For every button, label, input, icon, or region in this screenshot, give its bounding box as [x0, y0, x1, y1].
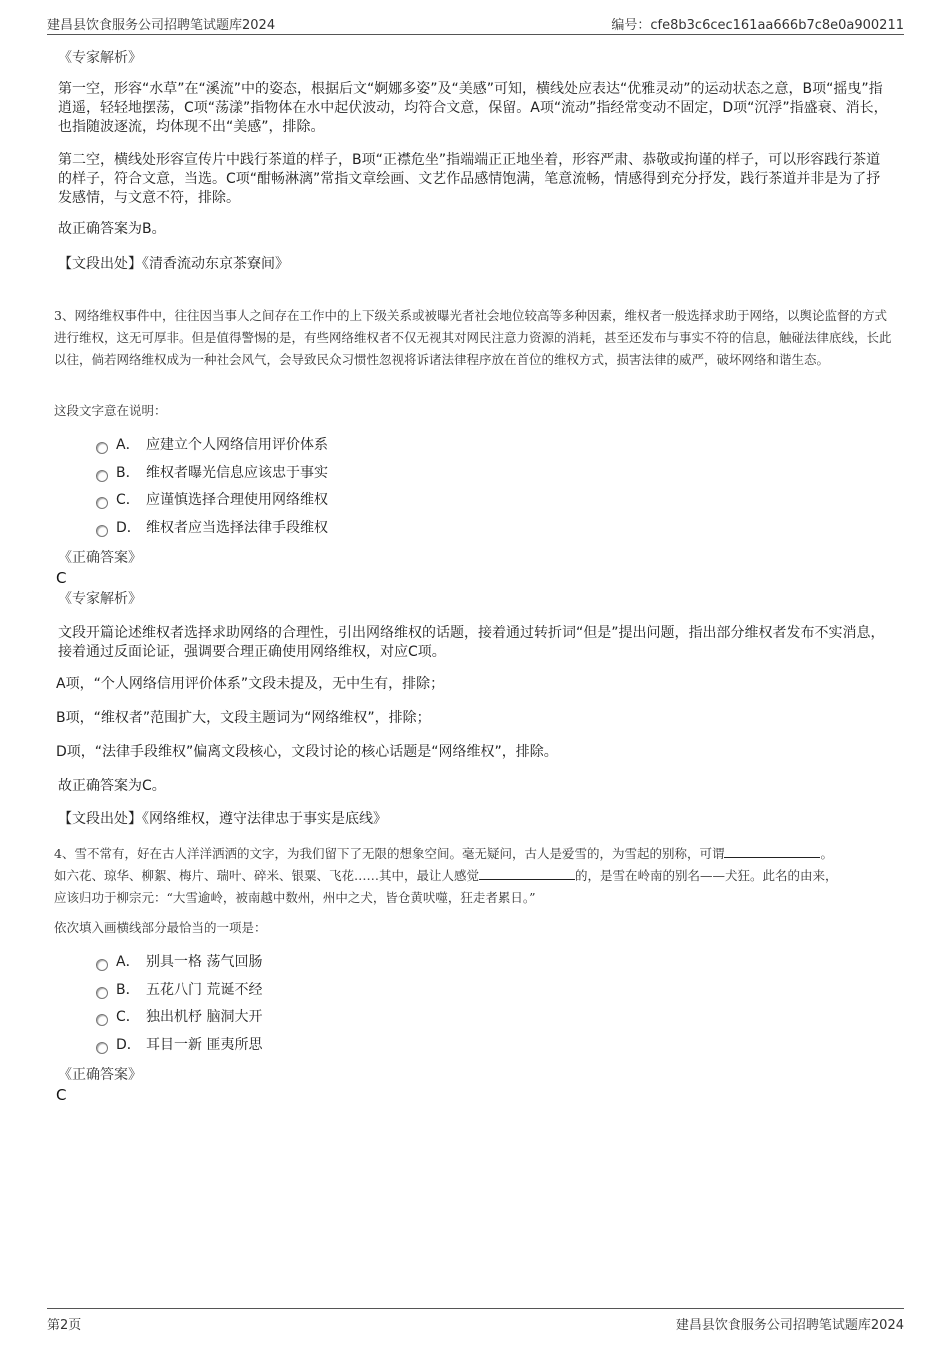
option-letter: B． [116, 981, 140, 998]
q3-option-b[interactable] [54, 463, 554, 491]
q4-option-b[interactable] [54, 980, 554, 1008]
q3-analysis-b: B项，“维权者”范围扩大，文段主题词为“网络维权”，排除； [56, 710, 431, 726]
option-letter: C． [116, 1009, 140, 1025]
page-header [47, 12, 904, 35]
option-text: 维权者应当选择法律手段维权 [146, 519, 328, 536]
option-letter: B． [116, 464, 140, 481]
header-title: 建昌县饮食服务公司招聘笔试题库2024 [47, 18, 276, 33]
option-text: 别具一格 荡气回肠 [146, 954, 263, 970]
q3-analysis-a: A项，“个人网络信用评价体系”文段未提及，无中生有，排除； [56, 676, 445, 692]
q2-analysis-p1: 第一空，形容“水草”在“溪流”中的姿态，根据后文“婀娜多姿”及“美感”可知，横线处应表达“优雅灵动”的运动状态之意，B项“摇曳”指逍遥，轻轻地摆荡，C项“荡漾”指物体在水中起伏波动，均符合文意，保留。A项“流动”指经常变动不固定，D项“沉浮”指盛衰、消长，也指随波逐流，均体现不出“美感”，排除。 [58, 81, 888, 135]
q3-conclusion: 故正确答案为C。 [58, 778, 166, 794]
q4-line-2 [54, 865, 894, 887]
radio-icon[interactable] [96, 987, 108, 999]
q3-option-c[interactable] [54, 490, 554, 518]
q4-answer-label: 《正确答案》 [58, 1067, 142, 1083]
header-code: 编号：cfe8b3c6cec161aa666b7c8e0a900211 [611, 18, 904, 33]
q4-option-c[interactable] [54, 1007, 554, 1035]
q4-line-2-a: 如六花、琼华、柳絮、梅片、瑞叶、碎米、银粟、飞花……其中，最让人感觉 [54, 868, 480, 883]
q3-question-text: 3、网络维权事件中，往往因当事人之间存在工作中的上下级关系或被曝光者社会地位较高等多种因素，维权者一般选择求助于网络，以舆论监督的方式进行维权，这无可厚非。但是值得警惕的是，有些网络维权者不仅无视其对网民注意力资源的消耗，甚至还发布与事实不符的信息，触碰法律底线，长此以往，倘若网络维权成为一种社会风气，会导致民众习惯性忽视将诉诸法律程序放在首位的维权方式，损害法律的威严，破坏网络和谐生态。 [54, 308, 892, 367]
q2-conclusion: 故正确答案为B。 [58, 221, 166, 237]
option-letter: A． [116, 437, 140, 453]
q2-analysis-label: 《专家解析》 [58, 50, 142, 66]
q4-prompt: 依次填入画横线部分最恰当的一项是： [54, 920, 267, 935]
q2-analysis-p2: 第二空，横线处形容宣传片中践行茶道的样子，B项“正襟危坐”指端端正正地坐着，形容严肃、恭敬或拘谨的样子，可以形容践行茶道的样子，符合文意，当选。C项“酣畅淋漓”常指文章绘画、文艺作品感情饱满，笔意流畅，情感得到充分抒发，践行茶道并非是为了抒发感情，与文意不符，排除。 [58, 152, 881, 206]
q4-line-2-b: 的，是雪在岭南的别名——犬狂。此名的由来， [575, 868, 838, 883]
q4-line-1-a: 4、雪不常有，好在古人洋洋洒洒的文字，为我们留下了无限的想象空间。毫无疑问，古人是爱雪的，为雪起的别称，可谓 [54, 846, 725, 861]
q4-option-a[interactable] [54, 952, 554, 980]
q4-question-text [54, 843, 894, 909]
q3-analysis-label: 《专家解析》 [58, 591, 142, 607]
option-text: 维权者曝光信息应该忠于事实 [146, 464, 328, 481]
option-text: 五花八门 荒诞不经 [146, 981, 263, 998]
q4-line-1 [54, 843, 894, 865]
q4-line-1-b: 。 [820, 846, 833, 861]
q4-options [54, 952, 554, 1062]
radio-icon[interactable] [96, 442, 108, 454]
q3-option-a[interactable] [54, 435, 554, 463]
page-footer [47, 1308, 904, 1331]
q3-answer-label: 《正确答案》 [58, 550, 142, 566]
option-letter: D． [116, 519, 141, 536]
option-letter: A． [116, 954, 140, 970]
q3-analysis-d: D项，“法律手段维权”偏离文段核心，文段讨论的核心话题是“网络维权”，排除。 [56, 744, 558, 760]
q3-option-d[interactable] [54, 518, 554, 546]
radio-icon[interactable] [96, 470, 108, 482]
option-text: 应谨慎选择合理使用网络维权 [146, 492, 328, 508]
footer-page-number: 第2页 [47, 1318, 82, 1333]
q4-option-d[interactable] [54, 1035, 554, 1063]
q4-answer: C [56, 1086, 67, 1104]
option-text: 独出机杼 脑洞大开 [146, 1009, 263, 1025]
radio-icon[interactable] [96, 525, 108, 537]
q3-analysis-p1: 文段开篇论述维权者选择求助网络的合理性，引出网络维权的话题，接着通过转折词“但是”提出问题，指出部分维权者发布不实消息，接着通过反面论证，强调要合理正确使用网络维权，对应C项。 [58, 625, 885, 660]
fill-blank-1 [724, 845, 820, 858]
footer-title: 建昌县饮食服务公司招聘笔试题库2024 [675, 1318, 904, 1333]
q3-prompt: 这段文字意在说明： [54, 403, 167, 418]
q3-source: 【文段出处】《网络维权，遵守法律忠于事实是底线》 [58, 811, 387, 827]
option-text: 耳目一新 匪夷所思 [146, 1036, 263, 1053]
radio-icon[interactable] [96, 959, 108, 971]
radio-icon[interactable] [96, 497, 108, 509]
radio-icon[interactable] [96, 1014, 108, 1026]
q4-line-3: 应该归功于柳宗元：“大雪逾岭，被南越中数州，州中之犬，皆仓黄吠噬，狂走者累日。” [54, 890, 536, 905]
radio-icon[interactable] [96, 1042, 108, 1054]
q3-answer: C [56, 569, 67, 587]
fill-blank-2 [479, 867, 575, 880]
q3-options [54, 435, 554, 545]
q2-source: 【文段出处】《清香流动东京茶寮间》 [58, 256, 289, 272]
option-text: 应建立个人网络信用评价体系 [146, 437, 328, 453]
option-letter: D． [116, 1036, 141, 1053]
option-letter: C． [116, 492, 140, 508]
